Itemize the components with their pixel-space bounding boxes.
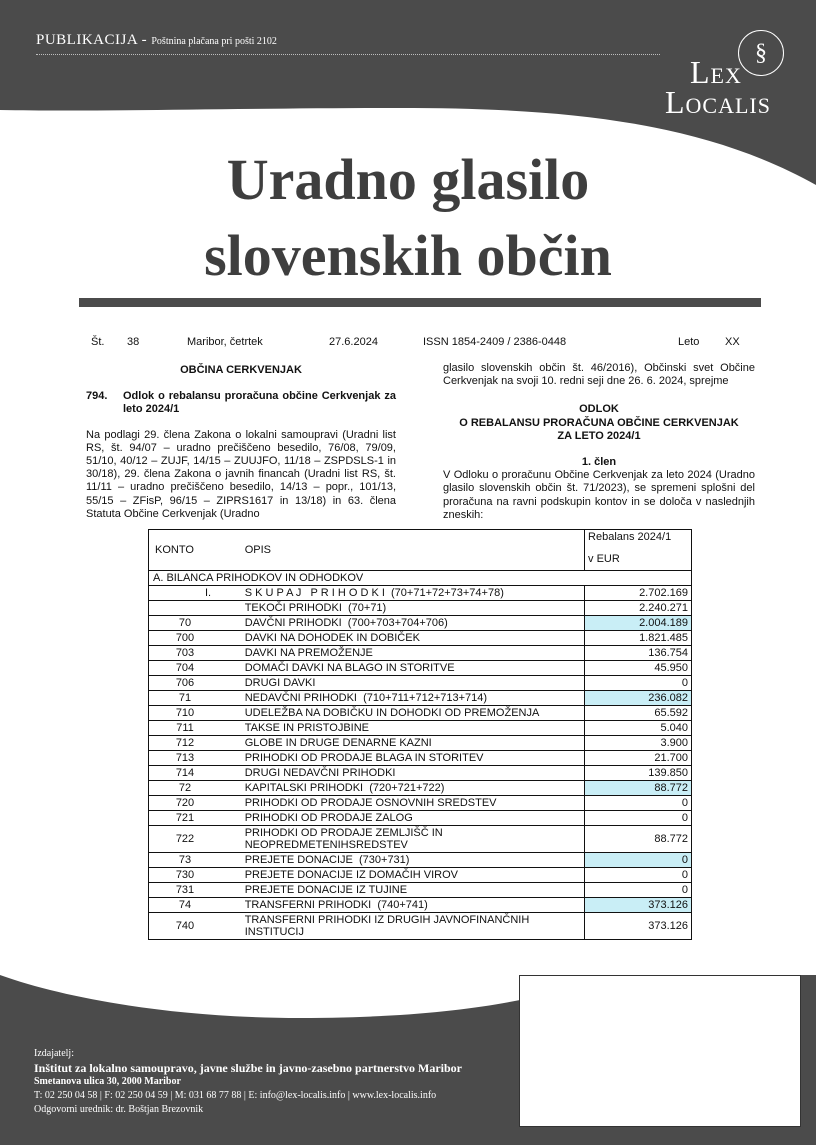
article-heading <box>86 390 396 416</box>
municipality-heading: OBČINA CERKVENJAK <box>180 364 302 376</box>
odlok-year: ZA LETO 2024/1 <box>557 429 641 442</box>
value-cell: 373.126 <box>585 913 692 940</box>
value-cell: 2.702.169 <box>585 586 692 601</box>
value-cell: 0 <box>585 868 692 883</box>
value-cell: 373.126 <box>585 898 692 913</box>
opis-cell: DAVČNI PRIHODKI (700+703+704+706) <box>242 616 585 631</box>
header-konto: KONTO <box>149 530 242 571</box>
value-cell: 0 <box>585 853 692 868</box>
table-row <box>149 616 692 631</box>
konto-cell <box>149 853 242 868</box>
right-column <box>443 362 755 522</box>
value-cell: 0 <box>585 676 692 691</box>
table-row <box>149 631 692 646</box>
konto-cell <box>149 913 242 940</box>
title-rule <box>79 298 761 307</box>
konto-cell <box>149 796 242 811</box>
footer-address: Smetanova ulica 30, 2000 Maribor <box>34 1076 181 1087</box>
value-cell: 136.754 <box>585 646 692 661</box>
opis-cell: DRUGI DAVKI <box>242 676 585 691</box>
value-cell: 139.850 <box>585 766 692 781</box>
table-row <box>149 586 692 601</box>
konto-cell <box>149 883 242 898</box>
konto-code: 722 <box>175 833 195 845</box>
konto-code: 731 <box>175 884 195 896</box>
konto-code: 70 <box>178 617 192 629</box>
article-number: 794. <box>86 390 108 403</box>
konto-code: 71 <box>178 692 192 704</box>
value-cell: 236.082 <box>585 691 692 706</box>
opis-cell: UDELEŽBA NA DOBIČKU IN DOHODKI OD PREMOŽENJA <box>242 706 585 721</box>
table-row <box>149 913 692 940</box>
footer <box>34 1047 462 1117</box>
opis-cell: PRIHODKI OD PRODAJE OSNOVNIH SREDSTEV <box>242 796 585 811</box>
value-cell: 45.950 <box>585 661 692 676</box>
opis-cell: TRANSFERNI PRIHODKI (740+741) <box>242 898 585 913</box>
konto-code: 730 <box>175 869 195 881</box>
konto-cell <box>149 601 242 616</box>
footer-contacts: T: 02 250 04 58 | F: 02 250 04 59 | M: 031 68 77 88 | E: info@lex-localis.info | www.lex-localis.info <box>34 1090 437 1101</box>
table-row <box>149 826 692 853</box>
table-row <box>149 721 692 736</box>
table-row <box>149 766 692 781</box>
issue-year: XX <box>725 336 740 348</box>
table-row <box>149 691 692 706</box>
konto-cell <box>149 781 242 796</box>
konto-code: 703 <box>175 647 195 659</box>
konto-code: 720 <box>175 797 195 809</box>
clen-heading: 1. člen <box>581 456 617 469</box>
konto-cell <box>149 751 242 766</box>
konto-code: 73 <box>178 854 192 866</box>
table-row <box>149 883 692 898</box>
header-unit: v EUR <box>588 553 620 565</box>
continuation-paragraph: glasilo slovenskih občin št. 46/2016), Občinski svet Občine Cerkvenjak na svoji 10. redni seji dne 26. 6. 2024, sprejme <box>443 362 755 388</box>
table-row <box>149 853 692 868</box>
value-cell: 65.592 <box>585 706 692 721</box>
opis-cell: KAPITALSKI PRIHODKI (720+721+722) <box>242 781 585 796</box>
value-cell: 0 <box>585 811 692 826</box>
opis-cell: PREJETE DONACIJE (730+731) <box>242 853 585 868</box>
footer-label: Izdajatelj: <box>34 1048 74 1059</box>
konto-cell <box>149 676 242 691</box>
konto-cell <box>149 826 242 853</box>
opis-cell: DRUGI NEDAVČNI PRIHODKI <box>242 766 585 781</box>
page-title <box>0 142 816 294</box>
konto-code: 700 <box>175 632 195 644</box>
table-row <box>149 898 692 913</box>
konto-code: 74 <box>178 899 192 911</box>
opis-cell: DAVKI NA PREMOŽENJE <box>242 646 585 661</box>
konto-code: 721 <box>175 812 195 824</box>
konto-code: 704 <box>175 662 195 674</box>
value-cell: 3.900 <box>585 736 692 751</box>
konto-code: 713 <box>175 752 195 764</box>
header-opis: OPIS <box>242 530 585 571</box>
table-row <box>149 661 692 676</box>
article-title: Odlok o rebalansu proračuna občine Cerkvenjak za leto 2024/1 <box>123 390 396 416</box>
konto-cell <box>149 631 242 646</box>
konto-cell <box>149 898 242 913</box>
clen-paragraph: V Odloku o proračunu Občine Cerkvenjak za leto 2024 (Uradno glasilo slovenskih občin št. 71/2023), se spremeni splošni del proračuna na ravni podskupin kontov in se določa v naslednjih zneskih: <box>443 469 755 521</box>
opis-cell: TEKOČI PRIHODKI (70+71) <box>242 601 585 616</box>
konto-code: 72 <box>178 782 192 794</box>
issue-number-label: Št. <box>91 336 105 348</box>
konto-code: 706 <box>175 677 195 689</box>
konto-cell <box>149 766 242 781</box>
section-row <box>149 571 692 586</box>
table-row <box>149 646 692 661</box>
opis-cell: PRIHODKI OD PRODAJE BLAGA IN STORITEV <box>242 751 585 766</box>
value-cell: 2.004.189 <box>585 616 692 631</box>
publication-label: PUBLIKACIJA - Poštnina plačana pri pošti 2102 <box>36 32 277 48</box>
section-label: A. BILANCA PRIHODKOV IN ODHODKOV <box>149 571 692 586</box>
header-rebalans-label: Rebalans 2024/1 <box>588 531 672 543</box>
opis-cell: S K U P A J P R I H O D K I (70+71+72+73+74+78) <box>242 586 585 601</box>
paragraph-symbol-icon: § <box>738 30 784 76</box>
odlok-heading: ODLOK <box>579 403 619 416</box>
opis-cell: PRIHODKI OD PRODAJE ZEMLJIŠČ IN NEOPREDMETENIHSREDSTEV <box>242 826 585 853</box>
table-row <box>149 676 692 691</box>
postage-note: Poštnina plačana pri pošti 2102 <box>151 36 277 47</box>
value-cell: 88.772 <box>585 781 692 796</box>
title-line-2: slovenskih občin <box>204 223 612 288</box>
konto-code: 712 <box>175 737 195 749</box>
value-cell: 2.240.271 <box>585 601 692 616</box>
opis-cell: PRIHODKI OD PRODAJE ZALOG <box>242 811 585 826</box>
table-row <box>149 736 692 751</box>
table-row <box>149 706 692 721</box>
opis-cell: PREJETE DONACIJE IZ TUJINE <box>242 883 585 898</box>
issue-issn: ISSN 1854-2409 / 2386-0448 <box>423 336 567 348</box>
address-box <box>519 975 801 1127</box>
konto-code: 711 <box>176 722 194 734</box>
header-rebalans <box>585 530 692 571</box>
konto-code: I. <box>205 587 212 599</box>
konto-code: 740 <box>175 920 195 932</box>
issue-place-day: Maribor, četrtek <box>187 336 263 348</box>
intro-paragraph: Na podlagi 29. člena Zakona o lokalni samoupravi (Uradni list RS, št. 94/07 – uradno prečiščeno besedilo, 76/08, 79/09, 51/10, 40/12 – ZUJF, 14/15 – ZUUJFO, 11/18 – ZSPDSLS-1 in 30/18), 29. člena Zakona o javnih financah (Uradni list RS, št. 11/11 – uradno prečiščeno besedilo, 14/13 – popr., 101/13, 55/15 – ZFisP, 96/15 – ZIPRS1617 in 13/18) in 63. člena Statuta Občine Cerkvenjak (Uradno <box>86 428 396 520</box>
issue-year-label: Leto <box>678 336 700 348</box>
value-cell: 0 <box>585 883 692 898</box>
table-row <box>149 868 692 883</box>
left-column <box>86 364 396 521</box>
footer-editor: Odgovorni urednik: dr. Boštjan Brezovnik <box>34 1104 204 1115</box>
issue-number: 38 <box>127 336 140 348</box>
konto-cell <box>149 706 242 721</box>
opis-cell: DAVKI NA DOHODEK IN DOBIČEK <box>242 631 585 646</box>
table-row <box>149 781 692 796</box>
issue-date: 27.6.2024 <box>329 336 378 348</box>
value-cell: 88.772 <box>585 826 692 853</box>
table-row <box>149 811 692 826</box>
opis-cell: NEDAVČNI PRIHODKI (710+711+712+713+714) <box>242 691 585 706</box>
konto-cell <box>149 661 242 676</box>
opis-cell: GLOBE IN DRUGE DENARNE KAZNI <box>242 736 585 751</box>
table-header-row <box>149 530 692 571</box>
dotted-divider <box>36 54 660 55</box>
konto-cell <box>149 646 242 661</box>
value-cell: 5.040 <box>585 721 692 736</box>
konto-cell <box>149 736 242 751</box>
opis-cell: TAKSE IN PRISTOJBINE <box>242 721 585 736</box>
konto-cell <box>149 616 242 631</box>
value-cell: 1.821.485 <box>585 631 692 646</box>
opis-cell: DOMAČI DAVKI NA BLAGO IN STORITVE <box>242 661 585 676</box>
logo-lex: Lex <box>690 54 742 90</box>
opis-cell: TRANSFERNI PRIHODKI IZ DRUGIH JAVNOFINANČNIH INSTITUCIJ <box>242 913 585 940</box>
odlok-title: O REBALANSU PRORAČUNA OBČINE CERKVENJAK <box>459 416 739 429</box>
table-row <box>149 796 692 811</box>
table-row <box>149 751 692 766</box>
konto-cell <box>149 691 242 706</box>
title-line-1: Uradno glasilo <box>226 147 590 212</box>
konto-cell <box>149 586 242 601</box>
footer-publisher: Inštitut za lokalno samoupravo, javne službe in javno-zasebno partnerstvo Maribor <box>34 1061 463 1075</box>
opis-cell: PREJETE DONACIJE IZ DOMAČIH VIROV <box>242 868 585 883</box>
table-row <box>149 601 692 616</box>
konto-cell <box>149 868 242 883</box>
value-cell: 21.700 <box>585 751 692 766</box>
konto-code: 710 <box>175 707 195 719</box>
value-cell: 0 <box>585 796 692 811</box>
budget-table <box>148 529 692 940</box>
logo-localis: Localis <box>665 84 771 120</box>
konto-code: 714 <box>175 767 195 779</box>
konto-cell <box>149 721 242 736</box>
konto-cell <box>149 811 242 826</box>
